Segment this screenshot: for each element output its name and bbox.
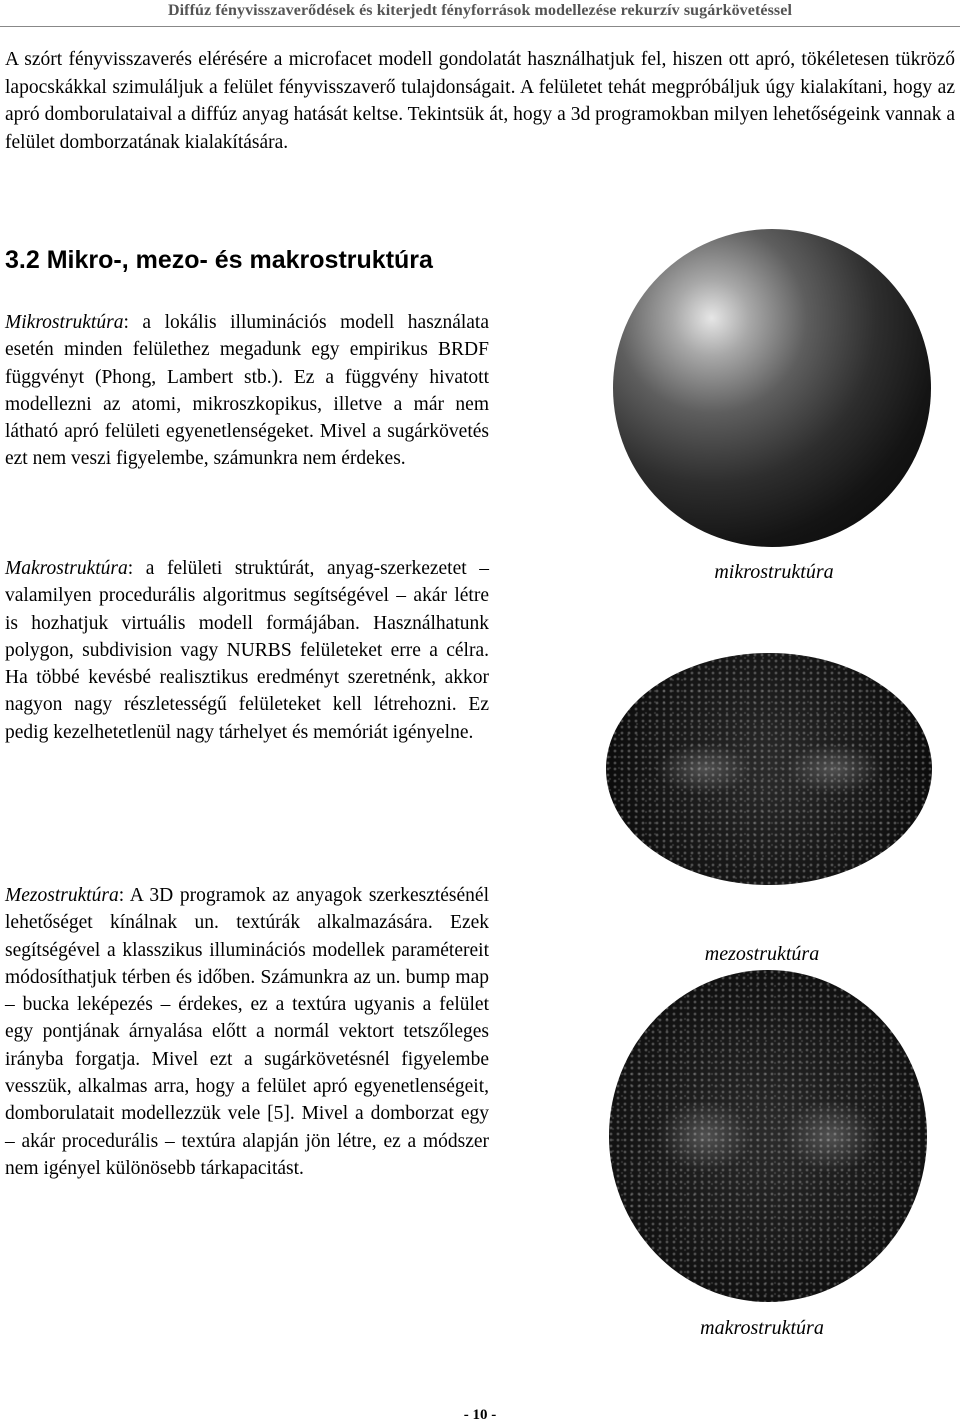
caption-makrostruktura: makrostruktúra: [700, 1317, 824, 1339]
header-divider: [0, 26, 960, 27]
paragraph-mikrostruktura: [5, 309, 489, 473]
caption-mikrostruktura: mikrostruktúra: [714, 561, 834, 583]
smooth-sphere-image: [613, 229, 931, 547]
paragraph-mikrostruktura-text: : a lokális illuminációs modell használata esetén minden felülethez megadunk egy empirikus BRDF függvényt (Phong, Lambert stb.). Ez a függvény hivatott modellezni az atomi, mikroszkopikus, illetve a már nem látható apró felületi egyenetlenségeket. Mivel a sugárkövetés ezt nem veszi figyelembe, számunkra nem érdekes.: [5, 312, 489, 470]
term-mikrostruktura: Mikrostruktúra: [5, 312, 124, 333]
caption-mezostruktura: mezostruktúra: [704, 943, 820, 965]
page-number: - 10 -: [463, 1407, 497, 1423]
paragraph-mezostruktura-text: : A 3D programok az anyagok szerkesztésénél lehetőséget kínálnak un. textúrák alkalmazására. Ezek segítségével a klasszikus illuminációs modellek paramétereit módosíthatjuk térben és időben. Számunkra az un. bump map – bucka leképezés – érdekes, ez a textúra ugyanis a felület egy pontjának árnyalása előtt a normál vektort tetszőleges irányba forgatja. Mivel ezt a sugárkövetésnél figyelembe vesszük, alkalmas arra, hogy a felület apró egyenetlenségeit, domborulatait modellezzük vele [5]. Mivel a domborzat egy – akár procedurális – textúra alapján jön létre, ez a módszer nem igényel különösebb tárkapacitást.: [5, 885, 489, 1179]
running-header: Diffúz fényvisszaverődések és kiterjedt fényforrások modellezése rekurzív sugárkövetéssel: [167, 2, 793, 19]
term-mezostruktura: Mezostruktúra: [5, 885, 119, 906]
paragraph-mezostruktura: [5, 882, 489, 1182]
paragraph-makrostruktura: [5, 555, 489, 746]
term-makrostruktura: Makrostruktúra: [5, 558, 128, 579]
intro-paragraph: A szórt fényvisszaverés elérésére a microfacet modell gondolatát használhatjuk fel, hiszen ott apró, tökéletesen tükröző lapocskákkal szimuláljuk a felület fényvisszaverő tulajdonságait. A felületet tehát megpróbáljuk úgy kialakítani, hogy az apró domborulataival a diffúz anyag hatását keltse. Tekintsük át, hogy a 3d programokban milyen lehetőségeink vannak a felület domborzatának kialakítására.: [5, 49, 955, 153]
displaced-sphere-image: [609, 970, 927, 1302]
section-title: 3.2 Mikro-, mezo- és makrostruktúra: [5, 246, 433, 274]
paragraph-makrostruktura-text: : a felületi struktúrát, anyag-szerkezetet – valamilyen procedurális algoritmus segítségével – akár létre is hozhatjuk virtuális modell formájában. Használhatunk polygon, subdivision vagy NURBS felületeket erre a célra. Ha többé kevésbé realisztikus eredményt szeretnénk, akkor nagyon nagy részletességű felületeket kell létrehozni. Ez pedig kezelhetetlenül nagy tárhelyet és memóriát igényelne.: [5, 558, 489, 743]
bump-mapped-sphere-image: [606, 653, 932, 885]
